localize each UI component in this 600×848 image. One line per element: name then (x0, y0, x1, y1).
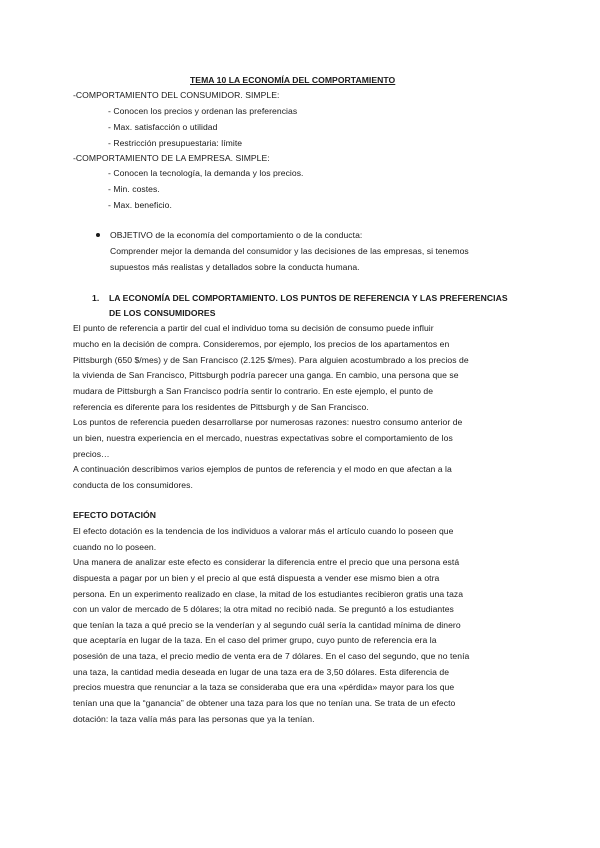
paragraph-line: precios… (73, 449, 110, 459)
paragraph-line: la vivienda de San Francisco, Pittsburgh podría parecer una ganga. En cambio, una persona que se (73, 370, 459, 380)
consumer-item: - Max. satisfacción o utilidad (108, 122, 218, 132)
paragraph-line: precios muestra que renunciar a la taza se consideraba que era una «pérdida» mayor para los que (73, 682, 455, 692)
firm-item: - Conocen la tecnología, la demanda y los precios. (108, 168, 304, 178)
paragraph-line: mucho en la decisión de compra. Consideremos, por ejemplo, los precios de los apartamentos en (73, 339, 450, 349)
objective-line: supuestos más realistas y detallados sobre la conducta humana. (110, 262, 360, 272)
bullet-icon (96, 233, 100, 237)
firm-heading: -COMPORTAMIENTO DE LA EMPRESA. SIMPLE: (73, 153, 270, 163)
paragraph-line: tenían una que la “ganancia” de obtener una taza para los que no tenían una. Se trata de un efecto (73, 698, 456, 708)
paragraph-line: referencia es diferente para los residentes de Pittsburgh y de San Francisco. (73, 402, 369, 412)
paragraph-line: cuando no lo poseen. (73, 542, 157, 552)
paragraph-line: mudara de Pittsburgh a San Francisco podría sentir lo contrario. En este ejemplo, el punto de (73, 386, 434, 396)
firm-item: - Min. costes. (108, 184, 160, 194)
paragraph-line: Pittsburgh (650 $/mes) y de San Francisco (2.125 $/mes). Para alguien acostumbrado a los precios de (73, 355, 469, 365)
objective-line: Comprender mejor la demanda del consumidor y las decisiones de las empresas, si tenemos (110, 246, 469, 256)
effect-heading: EFECTO DOTACIÓN (73, 510, 157, 520)
section-title: DE LOS CONSUMIDORES (109, 308, 216, 318)
paragraph-line: posesión de una taza, el precio medio de venta era de 7 dólares. En el caso del segundo, que no tenía (73, 651, 470, 661)
document-title: TEMA 10 LA ECONOMÍA DEL COMPORTAMIENTO (190, 75, 396, 85)
consumer-item: - Restricción presupuestaria: límite (108, 138, 243, 148)
consumer-heading: -COMPORTAMIENTO DEL CONSUMIDOR. SIMPLE: (73, 90, 280, 100)
paragraph-line: una taza, la cantidad media deseada en lugar de una taza era de 3,50 dólares. Esta diferencia de (73, 667, 450, 677)
consumer-item: - Conocen los precios y ordenan las preferencias (108, 106, 298, 116)
paragraph-line: dotación: la taza valía más para las personas que ya la tenían. (73, 714, 315, 724)
paragraph-line: El punto de referencia a partir del cual el individuo toma su decisión de consumo puede influir (73, 323, 434, 333)
paragraph-line: Una manera de analizar este efecto es considerar la diferencia entre el precio que una persona está (73, 557, 460, 567)
objective-label: OBJETIVO de la economía del comportamiento o de la conducta: (110, 230, 363, 240)
section-number: 1. (92, 293, 100, 303)
paragraph-line: persona. En un experimento realizado en clase, la mitad de los estudiantes recibieron gratis una taza (73, 589, 464, 599)
paragraph-line: El efecto dotación es la tendencia de los individuos a valorar más el artículo cuando lo poseen que (73, 526, 454, 536)
paragraph-line: dispuesta a pagar por un bien y el precio al que está dispuesta a vender ese mismo bien a otra (73, 573, 440, 583)
section-title: LA ECONOMÍA DEL COMPORTAMIENTO. LOS PUNTOS DE REFERENCIA Y LAS PREFERENCIAS (109, 293, 508, 303)
paragraph-line: con un valor de mercado de 5 dólares; la otra mitad no recibió nada. Se preguntó a los estudiantes (73, 604, 454, 614)
paragraph-line: que tenían la taza a qué precio se la venderían y al segundo cuál sería la cantidad mínima de dinero (73, 620, 461, 630)
paragraph-line: A continuación describimos varios ejemplos de puntos de referencia y el modo en que afectan a la (73, 464, 452, 474)
paragraph-line: que aceptaría en lugar de la taza. En el caso del primer grupo, cuyo punto de referencia era la (73, 635, 437, 645)
firm-item: - Max. beneficio. (108, 200, 172, 210)
paragraph-line: Los puntos de referencia pueden desarrollarse por numerosas razones: nuestro consumo anterior de (73, 417, 463, 427)
paragraph-line: un bien, nuestra experiencia en el mercado, nuestras expectativas sobre el comportamiento de los (73, 433, 453, 443)
paragraph-line: conducta de los consumidores. (73, 480, 193, 490)
